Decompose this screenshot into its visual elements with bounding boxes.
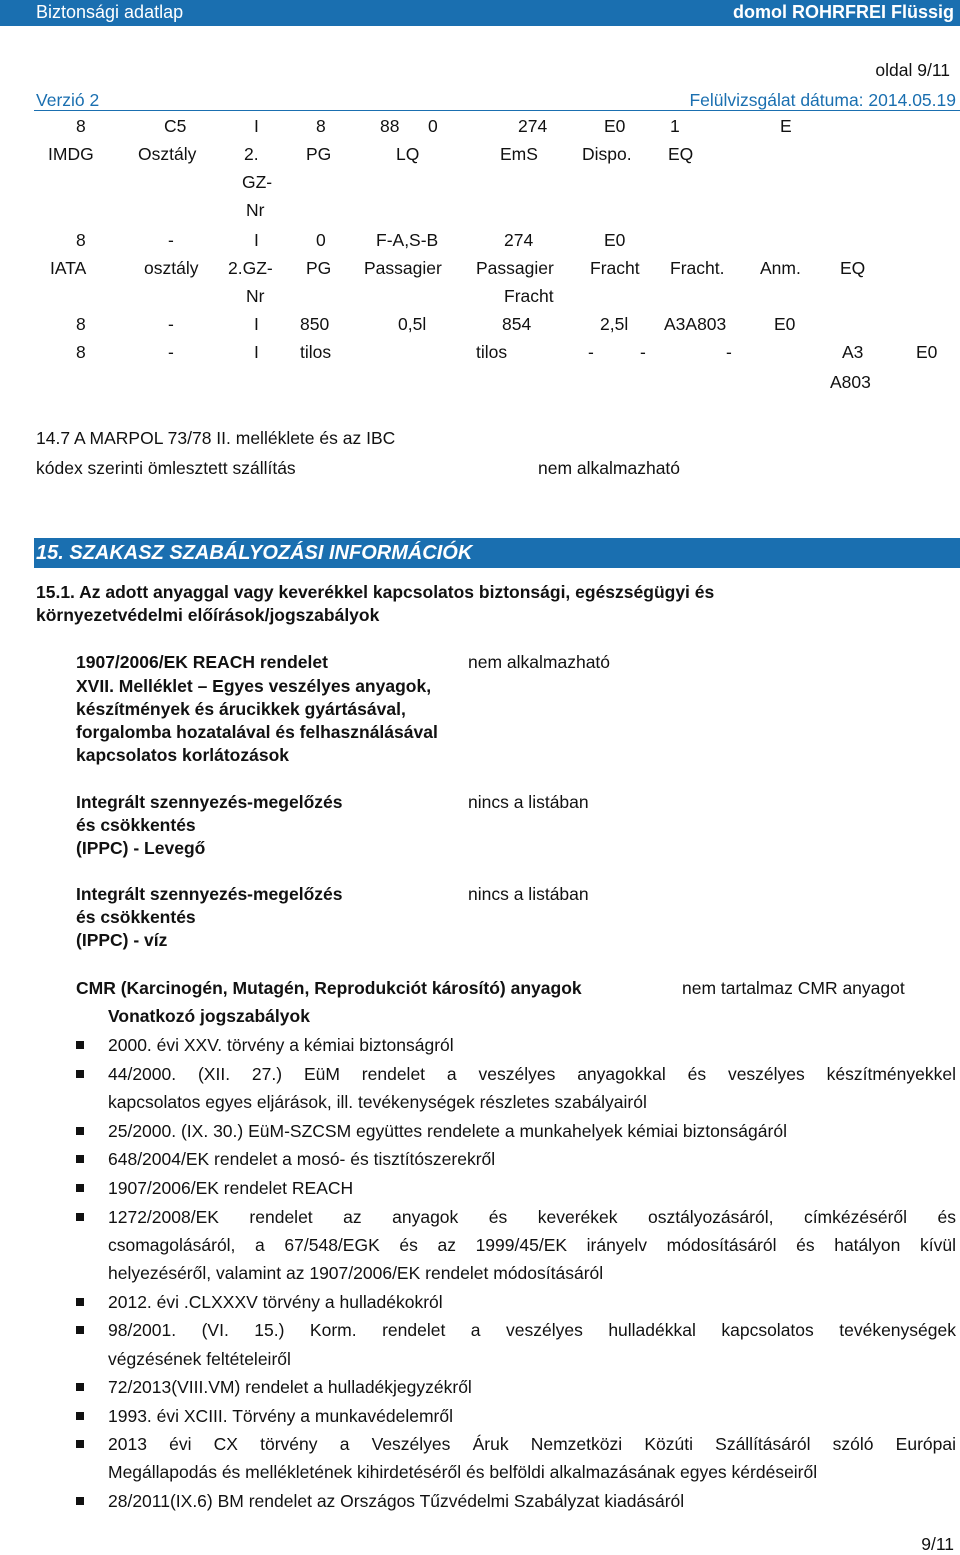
ippc-water-value: nincs a listában xyxy=(468,884,589,904)
transport-cell: 0 xyxy=(428,116,438,136)
ippc-air-label: Integrált szennyezés-megelőzés xyxy=(76,792,343,812)
transport-cell: A803 xyxy=(830,372,871,392)
transport-cell: E0 xyxy=(604,230,626,250)
document-header-bar xyxy=(0,0,960,26)
transport-cell: 8 xyxy=(316,116,326,136)
transport-cell: Anm. xyxy=(760,258,801,278)
transport-cell: 8 xyxy=(76,230,86,250)
transport-cell: Passagier xyxy=(364,258,442,278)
transport-cell: Passagier xyxy=(476,258,554,278)
transport-cell: 2,5l xyxy=(600,314,629,334)
transport-cell: 1 xyxy=(670,116,680,136)
transport-cell: EQ xyxy=(840,258,866,278)
transport-cell: E0 xyxy=(604,116,626,136)
transport-cell: 854 xyxy=(502,314,532,334)
transport-cell: E0 xyxy=(774,314,796,334)
annex-line: XVII. Melléklet – Egyes veszélyes anyagok, xyxy=(76,676,432,696)
ippc-water-label: (IPPC) - víz xyxy=(76,930,168,950)
transport-cell: Nr xyxy=(246,286,265,306)
law-item-line: 25/2000. (IX. 30.) EüM-SZCSM együttes rendelete a munkahelyek kémiai biztonságáról xyxy=(108,1121,787,1141)
transport-cell: A3A803 xyxy=(664,314,727,334)
ippc-water-label: Integrált szennyezés-megelőzés xyxy=(76,884,343,904)
transport-cell: - xyxy=(640,342,646,362)
bullet-icon xyxy=(76,1298,84,1306)
transport-cell: I xyxy=(254,342,259,362)
transport-cell: 2. xyxy=(244,144,259,164)
bullet-icon xyxy=(76,1412,84,1420)
law-item-line: 1907/2006/EK rendelet REACH xyxy=(108,1178,354,1198)
bullet-icon xyxy=(76,1041,84,1049)
transport-cell: osztály xyxy=(144,258,199,278)
transport-cell: Dispo. xyxy=(582,144,632,164)
bullet-icon xyxy=(76,1497,84,1505)
transport-cell: I xyxy=(254,116,259,136)
transport-cell: 8 xyxy=(76,342,86,362)
law-item-line: 2013 évi CX törvény a Veszélyes Áruk Nemzetközi Közúti Szállításáról szóló Európai xyxy=(108,1434,956,1454)
transport-cell: PG xyxy=(306,144,332,164)
transport-cell: 8 xyxy=(76,116,86,136)
transport-cell: tilos xyxy=(300,342,332,362)
subsection-15-1-line1: 15.1. Az adott anyaggal vagy keverékkel kapcsolatos biztonsági, egészségügyi és xyxy=(36,582,715,602)
transport-cell: EQ xyxy=(668,144,694,164)
subsection-15-1-line2: környezetvédelmi előírások/jogszabályok xyxy=(36,605,380,625)
ippc-air-label: (IPPC) - Levegő xyxy=(76,838,206,858)
transport-cell: tilos xyxy=(476,342,508,362)
section-15-title-bar xyxy=(34,538,960,568)
reach-value: nem alkalmazható xyxy=(468,652,611,672)
transport-cell: 8 xyxy=(76,314,86,334)
transport-cell: Nr xyxy=(246,200,265,220)
bullet-icon xyxy=(76,1326,84,1334)
section-15-title: 15. SZAKASZ SZABÁLYOZÁSI INFORMÁCIÓK xyxy=(36,542,473,564)
marpol-label-line2: kódex szerinti ömlesztett szállítás xyxy=(36,458,296,478)
bullet-icon xyxy=(76,1155,84,1163)
ippc-air-value: nincs a listában xyxy=(468,792,589,812)
transport-cell: 0 xyxy=(316,230,326,250)
transport-cell: 0,5l xyxy=(398,314,427,334)
transport-cell: - xyxy=(168,230,174,250)
bullet-icon xyxy=(76,1070,84,1078)
annex-line: forgalomba hozatalával és felhasználásával xyxy=(76,722,438,742)
law-item-line: végzésének feltételeiről xyxy=(108,1349,291,1369)
law-item-line: 1272/2008/EK rendelet az anyagok és keverékek osztályozásáról, címkézéséről és xyxy=(108,1207,956,1227)
transport-cell: 274 xyxy=(518,116,548,136)
law-item-line: 648/2004/EK rendelet a mosó- és tisztítószerekről xyxy=(108,1149,496,1169)
bullet-icon xyxy=(76,1383,84,1391)
header-divider xyxy=(34,110,960,111)
law-item-line: 1993. évi XCIII. Törvény a munkavédelemről xyxy=(108,1406,453,1426)
transport-cell: - xyxy=(588,342,594,362)
transport-cell: C5 xyxy=(164,116,187,136)
laws-heading: Vonatkozó jogszabályok xyxy=(108,1006,310,1026)
transport-cell: Osztály xyxy=(138,144,197,164)
transport-cell: E0 xyxy=(916,342,938,362)
page-indicator: oldal 9/11 xyxy=(875,60,950,80)
marpol-value: nem alkalmazható xyxy=(538,458,681,478)
reach-label: 1907/2006/EK REACH rendelet xyxy=(76,652,328,672)
transport-cell: Fracht xyxy=(590,258,640,278)
cmr-value: nem tartalmaz CMR anyagot xyxy=(682,978,905,998)
annex-line: kapcsolatos korlátozások xyxy=(76,745,289,765)
transport-cell: 850 xyxy=(300,314,330,334)
bullet-icon xyxy=(76,1213,84,1221)
transport-cell: I xyxy=(254,230,259,250)
ippc-air-label: és csökkentés xyxy=(76,815,196,835)
law-item-line: 72/2013(VIII.VM) rendelet a hulladékjegyzékről xyxy=(108,1377,472,1397)
product-name: domol ROHRFREI Flüssig xyxy=(732,2,954,22)
transport-cell: IATA xyxy=(50,258,87,278)
transport-cell: EmS xyxy=(500,144,538,164)
transport-cell: - xyxy=(168,342,174,362)
law-item-line: helyezéséről, valamint az 1907/2006/EK rendelet módosításáról xyxy=(108,1263,604,1283)
revision-date: Felülvizsgálat dátuma: 2014.05.19 xyxy=(689,90,956,110)
transport-cell: - xyxy=(168,314,174,334)
annex-line: készítmények és árucikkek gyártásával, xyxy=(76,699,406,719)
transport-cell: Fracht xyxy=(504,286,554,306)
transport-cell: Fracht. xyxy=(670,258,725,278)
law-item-line: 28/2011(IX.6) BM rendelet az Országos Tűzvédelmi Szabályzat kiadásáról xyxy=(108,1491,685,1511)
bullet-icon xyxy=(76,1184,84,1192)
law-item-line: 2012. évi .CLXXXV törvény a hulladékokról xyxy=(108,1292,443,1312)
transport-cell: 274 xyxy=(504,230,534,250)
transport-cell: IMDG xyxy=(48,144,94,164)
transport-cell: I xyxy=(254,314,259,334)
ippc-water-label: és csökkentés xyxy=(76,907,196,927)
version-label: Verzió 2 xyxy=(36,90,100,110)
transport-cell: LQ xyxy=(396,144,420,164)
transport-cell: 2.GZ- xyxy=(228,258,273,278)
law-item-line: 2000. évi XXV. törvény a kémiai biztonságról xyxy=(108,1035,454,1055)
footer-page-number: 9/11 xyxy=(921,1534,954,1554)
transport-cell: 88 xyxy=(380,116,400,136)
transport-cell: E xyxy=(780,116,792,136)
transport-cell: GZ- xyxy=(242,172,273,192)
bullet-icon xyxy=(76,1440,84,1448)
law-item-line: Megállapodás és mellékletének kihirdetéséről és belföldi alkalmazásának egyes kérdéseiről xyxy=(108,1462,818,1482)
marpol-label-line1: 14.7 A MARPOL 73/78 II. melléklete és az IBC xyxy=(36,428,396,448)
transport-cell: PG xyxy=(306,258,332,278)
cmr-label: CMR (Karcinogén, Mutagén, Reprodukciót károsító) anyagok xyxy=(76,978,582,998)
law-item-line: kapcsolatos egyes eljárások, ill. tevékenységek részletes szabályairól xyxy=(108,1092,647,1112)
document-type: Biztonsági adatlap xyxy=(36,2,184,22)
transport-cell: F-A,S-B xyxy=(376,230,439,250)
transport-cell: - xyxy=(726,342,732,362)
law-item-line: csomagolásáról, a 67/548/EGK és az 1999/45/EK irányelv módosításáról és hatályon kívül xyxy=(108,1235,956,1255)
transport-cell: A3 xyxy=(842,342,864,362)
law-item-line: 44/2000. (XII. 27.) EüM rendelet a veszélyes anyagokkal és veszélyes készítményekkel xyxy=(108,1064,956,1084)
bullet-icon xyxy=(76,1127,84,1135)
law-item-line: 98/2001. (VI. 15.) Korm. rendelet a veszélyes hulladékkal kapcsolatos tevékenységek xyxy=(108,1320,956,1340)
